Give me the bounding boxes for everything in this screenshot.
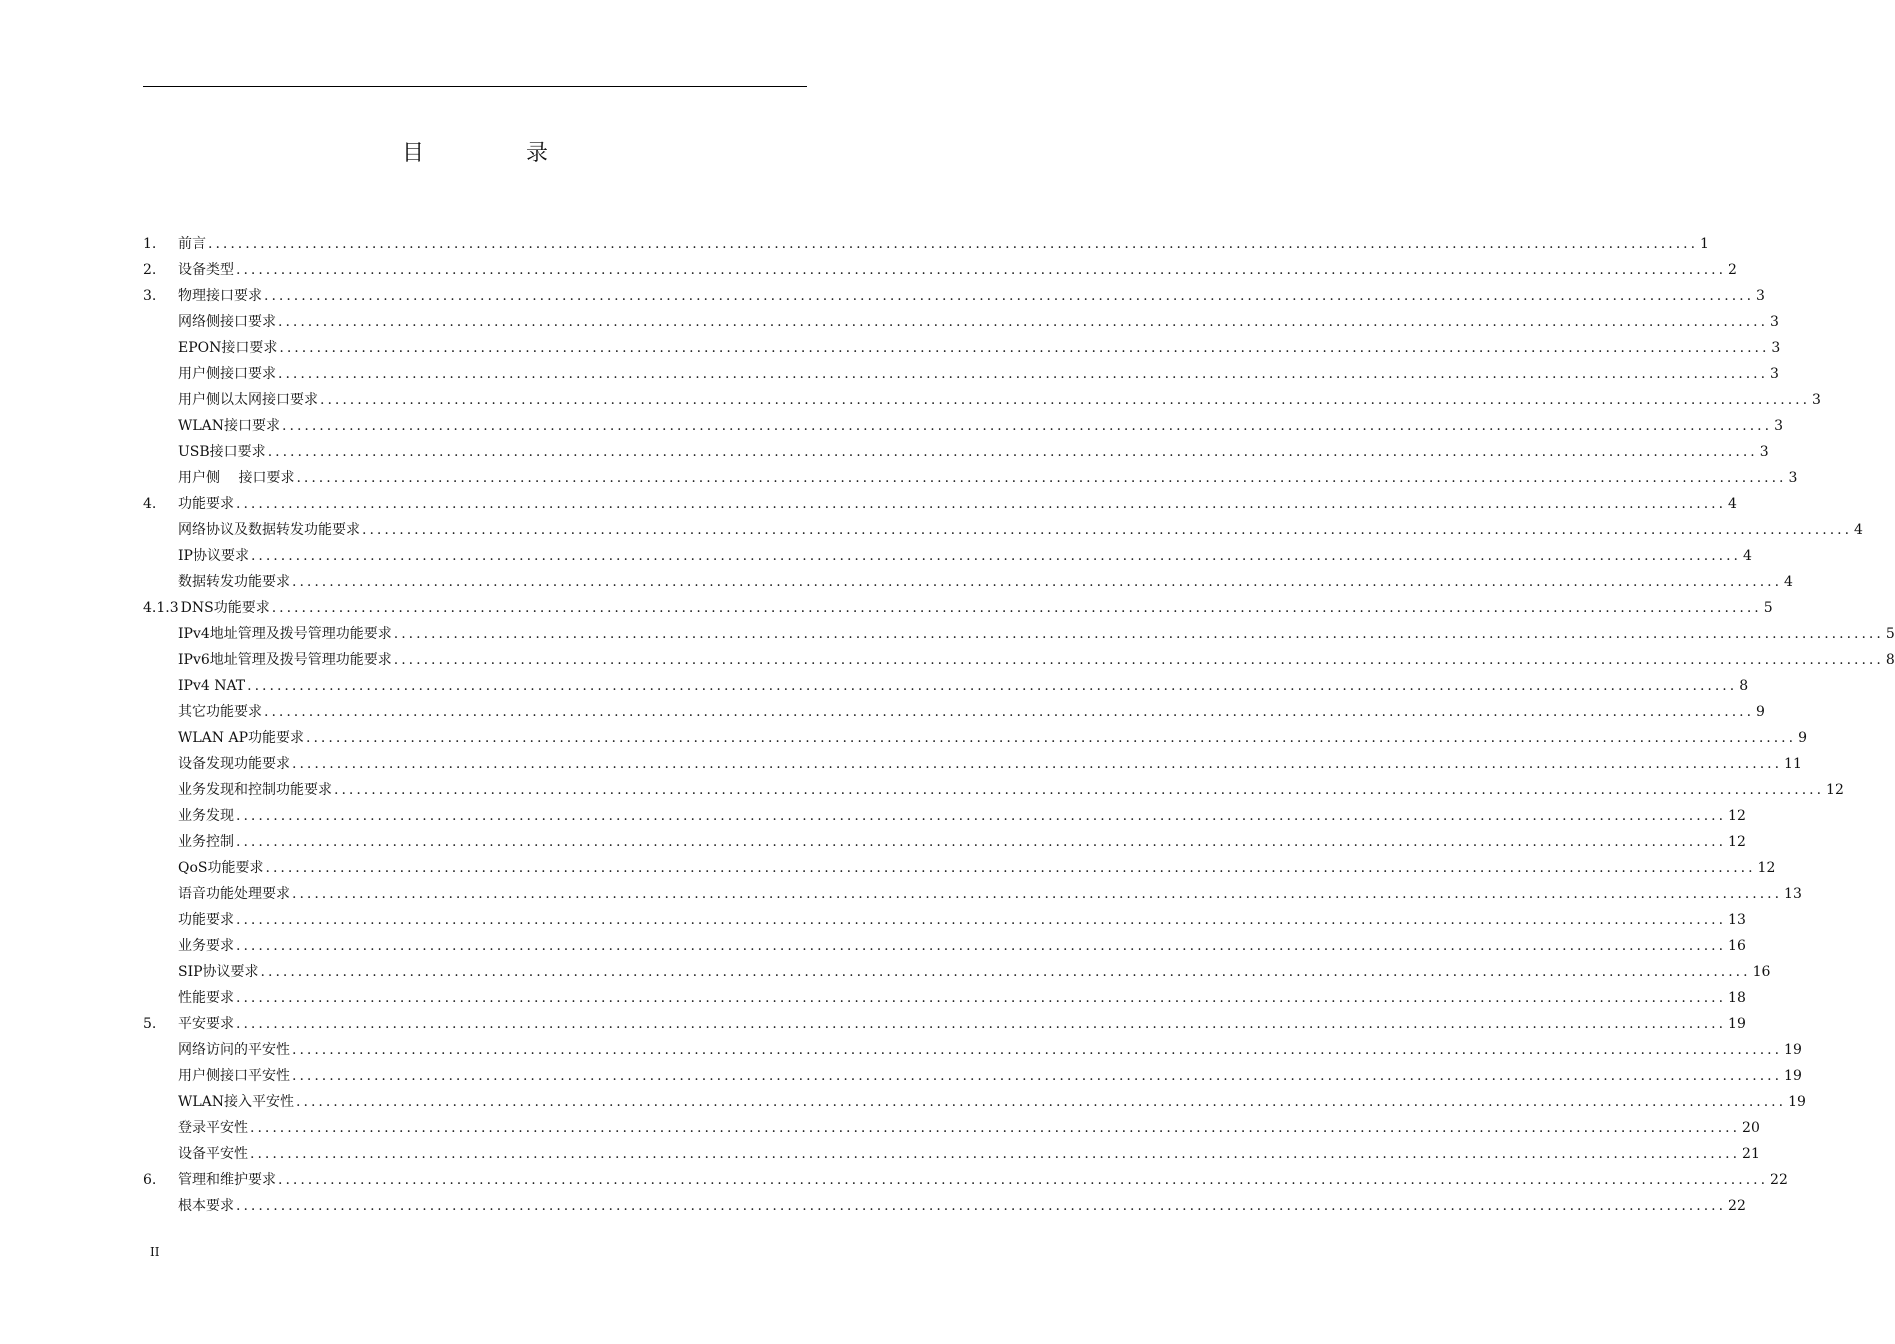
toc-entry-page: 16 <box>1728 938 1746 954</box>
toc-entry-page: 4 <box>1854 522 1863 538</box>
toc-entry-title: 设备平安性 <box>178 1146 248 1162</box>
toc-dot-leader: ........................................................................................................................................................................................................ <box>292 756 1783 772</box>
toc-entry-page: 8 <box>1885 652 1895 668</box>
toc-entry[interactable] <box>143 1193 1746 1219</box>
toc-entry[interactable] <box>143 1063 1802 1089</box>
toc-entry-page: 5 <box>1763 600 1773 616</box>
toc-dot-leader: ........................................................................................................................................................................................................ <box>296 470 1787 486</box>
toc-dot-leader: ........................................................................................................................................................................................................ <box>282 418 1773 434</box>
toc-entry[interactable] <box>143 1115 1760 1141</box>
toc-dot-leader: ........................................................................................................................................................................................................ <box>260 964 1751 980</box>
toc-entry[interactable] <box>143 335 1781 361</box>
page-number: II <box>150 1245 160 1259</box>
toc-entry[interactable] <box>143 361 1779 387</box>
toc-entry[interactable] <box>143 803 1746 829</box>
toc-entry-number: 4. <box>143 496 157 512</box>
toc-entry[interactable] <box>143 1141 1760 1167</box>
toc-entry[interactable] <box>143 1037 1802 1063</box>
toc-entry[interactable] <box>143 829 1746 855</box>
toc-entry[interactable] <box>143 1011 1746 1037</box>
toc-entry-title: 性能要求 <box>178 990 234 1006</box>
toc-entry-page: 3 <box>1770 314 1779 330</box>
toc-entry-title: WLAN接入平安性 <box>178 1094 295 1110</box>
toc-entry[interactable] <box>143 387 1821 413</box>
toc-entry-title: QoS功能要求 <box>178 860 264 876</box>
toc-entry-page: 22 <box>1770 1172 1788 1188</box>
toc-entry-page: 3 <box>1759 444 1769 460</box>
toc-entry-page: 12 <box>1728 834 1746 850</box>
toc-entry-title: 网络协议及数据转发功能要求 <box>178 522 360 538</box>
toc-entry-title: 登录平安性 <box>178 1120 248 1136</box>
toc-entry[interactable] <box>143 517 1863 543</box>
toc-entry-page: 3 <box>1771 340 1781 356</box>
toc-dot-leader: ........................................................................................................................................................................................................ <box>279 340 1770 356</box>
toc-entry[interactable] <box>143 855 1776 881</box>
toc-entry-page: 13 <box>1728 912 1746 928</box>
toc-entry[interactable] <box>143 283 1765 309</box>
toc-entry-page: 4 <box>1784 574 1793 590</box>
toc-entry-title: DNS功能要求 <box>180 600 270 616</box>
toc-dot-leader: ........................................................................................................................................................................................................ <box>278 314 1769 330</box>
toc-dot-leader: ........................................................................................................................................................................................................ <box>264 704 1755 720</box>
toc-entry[interactable] <box>143 257 1737 283</box>
toc-entry-page: 4 <box>1743 548 1752 564</box>
toc-entry-page: 3 <box>1788 470 1798 486</box>
toc-entry[interactable] <box>143 985 1746 1011</box>
toc-dot-leader: ........................................................................................................................................................................................................ <box>236 496 1727 512</box>
toc-dot-leader: ........................................................................................................................................................................................................ <box>278 1172 1769 1188</box>
toc-dot-leader: ........................................................................................................................................................................................................ <box>250 548 1741 564</box>
toc-entry-page: 9 <box>1756 704 1765 720</box>
toc-entry-page: 21 <box>1742 1146 1760 1162</box>
toc-entry-title: 业务要求 <box>178 938 234 954</box>
toc-entry[interactable] <box>143 231 1709 257</box>
toc-entry-page: 2 <box>1728 262 1737 278</box>
toc-dot-leader: ........................................................................................................................................................................................................ <box>264 288 1755 304</box>
toc-entry-title: 设备发现功能要求 <box>178 756 290 772</box>
toc-entry[interactable] <box>143 1167 1788 1193</box>
toc-entry-page: 19 <box>1784 1068 1802 1084</box>
toc-entry-title: 物理接口要求 <box>178 288 262 304</box>
toc-entry-number: 5. <box>143 1016 157 1032</box>
toc-dot-leader: ........................................................................................................................................................................................................ <box>236 912 1727 928</box>
toc-dot-leader: ........................................................................................................................................................................................................ <box>236 990 1727 1006</box>
toc-entry-page: 5 <box>1885 626 1895 642</box>
toc-entry-page: 13 <box>1784 886 1802 902</box>
toc-dot-leader: ........................................................................................................................................................................................................ <box>236 938 1727 954</box>
toc-entry-page: 18 <box>1728 990 1746 1006</box>
page-title: 目 录 <box>401 141 588 166</box>
toc-dot-leader: ........................................................................................................................................................................................................ <box>247 678 1738 694</box>
toc-entry-number: 3. <box>143 288 157 304</box>
toc-entry[interactable] <box>143 621 1895 647</box>
toc-entry[interactable] <box>143 959 1771 985</box>
toc-dot-leader: ........................................................................................................................................................................................................ <box>292 574 1783 590</box>
toc-dot-leader: ........................................................................................................................................................................................................ <box>267 444 1758 460</box>
toc-entry-page: 8 <box>1739 678 1749 694</box>
toc-entry-title: 用户侧 接口要求 <box>178 470 295 486</box>
toc-entry[interactable] <box>143 699 1765 725</box>
toc-entry-page: 9 <box>1798 730 1807 746</box>
toc-entry-title: 语音功能处理要求 <box>178 886 290 902</box>
toc-entry-page: 4 <box>1728 496 1737 512</box>
toc-entry-title: 业务控制 <box>178 834 234 850</box>
toc-dot-leader: ........................................................................................................................................................................................................ <box>250 1120 1741 1136</box>
toc-entry-title: EPON接口要求 <box>178 340 278 356</box>
toc-entry-title: 业务发现和控制功能要求 <box>178 782 332 798</box>
toc-entry[interactable] <box>143 673 1749 699</box>
toc-entry-title: IP协议要求 <box>178 548 249 564</box>
toc-entry-page: 20 <box>1742 1120 1760 1136</box>
toc-entry-title: 设备类型 <box>178 262 234 278</box>
toc-entry[interactable] <box>143 647 1895 673</box>
toc-entry-title: WLAN AP功能要求 <box>178 730 305 746</box>
toc-entry-title: 用户侧接口要求 <box>178 366 276 382</box>
toc-entry-title: SIP协议要求 <box>178 964 259 980</box>
toc-entry[interactable] <box>143 439 1769 465</box>
toc-dot-leader: ........................................................................................................................................................................................................ <box>236 1016 1727 1032</box>
toc-dot-leader: ........................................................................................................................................................................................................ <box>292 1042 1783 1058</box>
toc-entry-title: 功能要求 <box>178 912 234 928</box>
toc-entry-page: 22 <box>1728 1198 1746 1214</box>
toc-entry-page: 12 <box>1826 782 1844 798</box>
toc-dot-leader: ........................................................................................................................................................................................................ <box>292 886 1783 902</box>
toc-entry-number: 6. <box>143 1172 157 1188</box>
toc-entry[interactable] <box>143 595 1773 621</box>
toc-entry-page: 3 <box>1812 392 1821 408</box>
toc-entry-title: 业务发现 <box>178 808 234 824</box>
toc-entry[interactable] <box>143 413 1784 439</box>
toc-entry-title: IPv4 NAT <box>178 678 246 694</box>
toc-entry[interactable] <box>143 543 1752 569</box>
toc-entry-title: IPv4地址管理及拨号管理功能要求 <box>178 626 392 642</box>
toc-dot-leader: ........................................................................................................................................................................................................ <box>265 860 1756 876</box>
toc-dot-leader: ........................................................................................................................................................................................................ <box>208 236 1699 252</box>
table-of-contents <box>143 231 1895 1219</box>
toc-entry-title: 用户侧接口平安性 <box>178 1068 290 1084</box>
toc-entry[interactable] <box>143 465 1798 491</box>
toc-dot-leader: ........................................................................................................................................................................................................ <box>250 1146 1741 1162</box>
toc-entry[interactable] <box>143 569 1793 595</box>
toc-entry-title: 根本要求 <box>178 1198 234 1214</box>
toc-entry-number: 4.1.3 <box>143 600 179 616</box>
toc-dot-leader: ........................................................................................................................................................................................................ <box>278 366 1769 382</box>
toc-entry-page: 19 <box>1728 1016 1746 1032</box>
toc-entry-title: 前言 <box>178 236 206 252</box>
toc-entry-title: 网络侧接口要求 <box>178 314 276 330</box>
toc-entry-title: IPv6地址管理及拨号管理功能要求 <box>178 652 392 668</box>
toc-entry[interactable] <box>143 881 1802 907</box>
toc-dot-leader: ........................................................................................................................................................................................................ <box>236 1198 1727 1214</box>
toc-entry-page: 3 <box>1774 418 1784 434</box>
toc-entry-page: 12 <box>1757 860 1776 876</box>
toc-entry-title: 其它功能要求 <box>178 704 262 720</box>
toc-dot-leader: ........................................................................................................................................................................................................ <box>320 392 1811 408</box>
toc-dot-leader: ........................................................................................................................................................................................................ <box>296 1094 1787 1110</box>
toc-entry-title: 功能要求 <box>178 496 234 512</box>
toc-entry-page: 3 <box>1756 288 1765 304</box>
toc-entry-page: 11 <box>1784 756 1802 772</box>
toc-entry-title: 用户侧以太网接口要求 <box>178 392 318 408</box>
toc-entry-page: 19 <box>1784 1042 1802 1058</box>
header-rule <box>143 86 807 87</box>
toc-entry[interactable] <box>143 309 1779 335</box>
toc-dot-leader: ........................................................................................................................................................................................................ <box>292 1068 1783 1084</box>
toc-dot-leader: ........................................................................................................................................................................................................ <box>393 626 1884 642</box>
toc-dot-leader: ........................................................................................................................................................................................................ <box>393 652 1884 668</box>
toc-entry-title: USB接口要求 <box>178 444 266 460</box>
toc-dot-leader: ........................................................................................................................................................................................................ <box>362 522 1853 538</box>
toc-entry-number: 1. <box>143 236 157 252</box>
toc-dot-leader: ........................................................................................................................................................................................................ <box>236 262 1727 278</box>
toc-entry-number: 2. <box>143 262 157 278</box>
toc-dot-leader: ........................................................................................................................................................................................................ <box>236 808 1727 824</box>
toc-dot-leader: ........................................................................................................................................................................................................ <box>271 600 1762 616</box>
toc-dot-leader: ........................................................................................................................................................................................................ <box>334 782 1825 798</box>
toc-entry-page: 12 <box>1728 808 1746 824</box>
toc-entry[interactable] <box>143 777 1844 803</box>
toc-entry-title: WLAN接口要求 <box>178 418 281 434</box>
toc-entry-title: 平安要求 <box>178 1016 234 1032</box>
toc-entry-page: 16 <box>1752 964 1771 980</box>
toc-entry-page: 3 <box>1770 366 1779 382</box>
toc-entry[interactable] <box>143 491 1737 517</box>
toc-entry[interactable] <box>143 907 1746 933</box>
toc-entry-page: 19 <box>1788 1094 1806 1110</box>
toc-dot-leader: ........................................................................................................................................................................................................ <box>236 834 1727 850</box>
toc-entry-page: 1 <box>1700 236 1709 252</box>
toc-entry[interactable] <box>143 933 1746 959</box>
toc-entry-title: 管理和维护要求 <box>178 1172 276 1188</box>
toc-entry[interactable] <box>143 1089 1806 1115</box>
toc-entry-title: 网络访问的平安性 <box>178 1042 290 1058</box>
toc-entry[interactable] <box>143 751 1802 777</box>
toc-dot-leader: ........................................................................................................................................................................................................ <box>306 730 1797 746</box>
toc-entry-title: 数据转发功能要求 <box>178 574 290 590</box>
toc-entry[interactable] <box>143 725 1807 751</box>
